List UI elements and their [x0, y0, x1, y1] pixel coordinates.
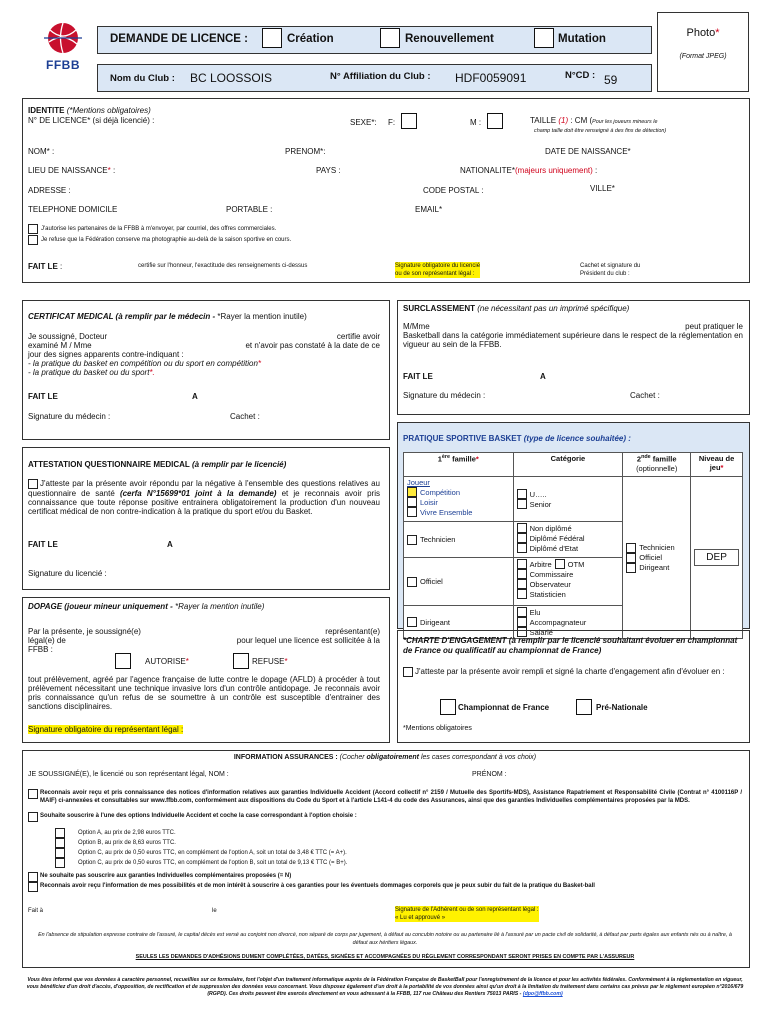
reconnais-notices-checkbox[interactable]	[28, 789, 38, 799]
sexe-label: SEXE*:	[350, 118, 377, 127]
club-label: Nom du Club :	[110, 73, 175, 84]
photo-box[interactable]	[657, 12, 749, 92]
competition-checkbox[interactable]	[407, 487, 417, 497]
reconnais-notices-text: Reconnais avoir reçu et pris connaissance des notices d'information relatives aux garanties Individuelle Accident (Accord collectif n° 2159 / Mutuelle des Sportifs-MDS), Assistance Rapatriement et Responsabilité Civile (Contrat n° 4100116P / MAIF) ci-annexées et consultables sur www.ffbb.com, conformément aux dispositions du Code du Sport et à l'article L141-4 du code des Assurances, ainsi que des garanties Individuelles complémentaires proposées par la MDS.	[40, 790, 742, 804]
autorise-checkbox[interactable]	[115, 653, 131, 669]
creation-checkbox[interactable]	[262, 28, 282, 48]
dopage-section	[22, 597, 390, 743]
consent-2-checkbox[interactable]	[28, 235, 38, 245]
accompagnateur-checkbox[interactable]	[517, 617, 527, 627]
dopage-title: DOPAGE (joueur mineur uniquement - *Rayer la mention inutile)	[28, 602, 265, 611]
ne-souhaite-pas-checkbox[interactable]	[28, 872, 38, 882]
elu-checkbox[interactable]	[517, 607, 527, 617]
header-niveau: Niveau de jeu*	[691, 453, 743, 477]
fait-a-label: Fait à	[28, 908, 44, 914]
certificat-cachet: Cachet :	[230, 412, 260, 421]
attestation-title: ATTESTATION QUESTIONNAIRE MEDICAL (à remplir par le licencié)	[28, 460, 287, 469]
joueur-cell	[404, 477, 514, 522]
assurances-title: INFORMATION ASSURANCES : (Cocher obligatoirement les cases correspondant à vos choix)	[233, 754, 537, 761]
officiel-cell	[404, 558, 514, 606]
statisticien-checkbox[interactable]	[517, 589, 527, 599]
option-b-label: Option B, au prix de 8,63 euros TTC.	[78, 839, 176, 846]
certificat-sig-medecin: Signature du médecin :	[28, 412, 111, 421]
officiel-label: Officiel	[420, 577, 443, 586]
championnat-france-checkbox[interactable]	[440, 699, 456, 715]
mutation-label: Mutation	[558, 33, 606, 45]
consent-1-checkbox[interactable]	[28, 224, 38, 234]
basketball-logo-icon	[40, 20, 86, 56]
joueur-categorie-cell	[513, 477, 623, 522]
observateur-checkbox[interactable]	[517, 579, 527, 589]
pays-label: PAYS :	[316, 166, 341, 175]
capital-deces-note: En l'absence de stipulation expresse contraire de l'assuré, le capital décès est versé au conjoint non divorcé, non séparé de corps par jugement, à défaut au concubin notoire ou au partenaire lié à l'assuré par un pacte civil de solidarité, à défaut par parts égales aux enfants nés ou à naître, à défaut aux héritiers légaux.	[38, 932, 732, 946]
licence-title: DEMANDE DE LICENCE :	[110, 33, 249, 45]
affiliation-label: N° Affiliation du Club :	[330, 71, 431, 82]
lieu-line	[28, 166, 115, 175]
pratique-title: PRATIQUE SPORTIVE BASKET (type de licence souhaitée) :	[403, 434, 631, 443]
elu-label: Elu	[529, 607, 541, 617]
header-famille: 1ère famille*	[404, 453, 514, 477]
diplome-etat-checkbox[interactable]	[517, 543, 527, 553]
consent-2	[28, 235, 291, 245]
photo-label: Photo	[686, 27, 716, 39]
nationalite-note: (majeurs uniquement)	[514, 166, 593, 175]
ddn-label: DATE DE NAISSANCE*	[545, 147, 631, 156]
certifie-text: certifie sur l'honneur, l'exactitude des renseignements ci-dessus	[138, 263, 308, 269]
le-label: le	[212, 908, 217, 914]
ville-label: VILLE*	[590, 184, 615, 193]
salarie-label: Salarié	[529, 627, 553, 637]
autorise-label: AUTORISE*	[145, 657, 189, 666]
officiel-checkbox[interactable]	[407, 577, 417, 587]
dirigeant-checkbox[interactable]	[407, 617, 417, 627]
attestation-fait-le: FAIT LE	[28, 540, 58, 549]
charte-checkbox[interactable]	[403, 667, 413, 677]
non-diplome-label: Non diplômé	[529, 523, 572, 533]
prenom-label: PRENOM*:	[285, 147, 326, 156]
sexe-f-checkbox[interactable]	[401, 113, 417, 129]
identite-note: (*Mentions obligatoires)	[66, 106, 151, 115]
second-dirigeant-checkbox[interactable]	[626, 563, 636, 573]
header-categorie: Catégorie	[513, 453, 623, 477]
refuse-checkbox[interactable]	[233, 653, 249, 669]
surclassement-title: SURCLASSEMENT (ne nécessitant pas un imprimé spécifique)	[403, 304, 630, 313]
option-b-plus-checkbox[interactable]	[55, 858, 65, 868]
identite-title: IDENTITE	[28, 106, 65, 115]
sexe-f-label: F:	[388, 118, 396, 127]
mentions-obligatoires: *Mentions obligatoires	[403, 725, 472, 732]
adherent-signature-label: Signature de l'Adhérent ou de son représentant légal : « Lu et approuvé »	[395, 907, 539, 921]
dopage-text: tout prélèvement, agréé par l'agence française de lutte contre le dopage (AFLD) à procéder à tout prélèvement nécessitant une technique invasive lors d'un contrôle antidopage. Je reconnais avoir pris connaissance qu'un refus de se soumettre à un contrôle est susceptible d'entrainer des sanctions disciplinaires.	[28, 675, 380, 711]
identite-title-line	[28, 106, 151, 115]
ncd-label: N°CD :	[565, 70, 596, 81]
u-label: U…..	[529, 489, 547, 499]
dopage-signature-label: Signature obligatoire du représentant légal :	[28, 725, 184, 734]
rgpd-footer: Vous êtes informé que vos données à caractère personnel, recueillies sur ce formulaire, font l'objet d'un traitement informatique auprès de la Fédération Française de BasketBall pour l'enregistrement de la licence et pour les activités fédérales. Conformément à la réglementation en vigueur, vous bénéficiez d'un droit d'accès, d'opposition, de rectification et de suppression des données vous concernant. Vous disposez également d'un droit à la portabilité de vos données ainsi qu'un droit à la limitation du traitement dans certains cas prévus par le règlement européen n°2016/679 (RGPD). Ces droits peuvent être exercés directement en vous adressant à la FFBB, 117 rue Château des Rentiers 75013 PARIS - (dpo@ffbb.com)	[26, 977, 744, 997]
vivre-ensemble-checkbox[interactable]	[407, 507, 417, 517]
senior-checkbox[interactable]	[517, 499, 527, 509]
tel-label: TELEPHONE DOMICILE	[28, 205, 118, 214]
identite-fait-le: FAIT LE :	[28, 262, 63, 271]
pre-nationale-checkbox[interactable]	[576, 699, 592, 715]
ffbb-logo	[40, 20, 86, 72]
reconnais-info-checkbox[interactable]	[28, 882, 38, 892]
certificat-body: Je soussigné, Docteur certifie avoir examiné M / Mme et n'avoir pas constaté à la date de ce jour des signes apparents contre-indiquant : - la pratique du basket en compétition ou du sport en compétition* - la pratique du basket ou du sport*.	[28, 332, 380, 377]
statisticien-label: Statisticien	[529, 589, 566, 599]
otm-label: OTM	[567, 559, 585, 569]
senior-label: Senior	[529, 499, 552, 509]
portable-label: PORTABLE :	[226, 205, 273, 214]
consent-1-text: J'autorise les partenaires de la FFBB à m'envoyer, par courriel, des offres commerciales.	[41, 225, 277, 232]
email-label: EMAIL*	[415, 205, 443, 214]
reconnais-info-text: Reconnais avoir reçu l'information de mes possibilités et de mon intérêt à souscrire à ces garanties pour les éventuels dommages corporels que je peux subir du fait de la pratique du Basket-ball	[40, 883, 595, 889]
second-technicien-checkbox[interactable]	[626, 543, 636, 553]
taille-note-1: Pour les joueurs mineurs le	[592, 119, 658, 125]
assurances-prenom: PRÉNOM :	[472, 771, 507, 778]
ne-souhaite-pas-text: Ne souhaite pas souscrire aux garanties Individuelles complémentaires proposées (= N)	[40, 873, 292, 879]
option-a-plus-label: Option C, au prix de 0,50 euros TTC, en complément de l'option A, soit un total de 3,48 € TTC (= A+).	[78, 849, 347, 856]
surclassement-fait-le: FAIT LE	[403, 372, 433, 381]
option-a-plus-checkbox[interactable]	[55, 848, 65, 858]
diplome-federal-label: Diplômé Fédéral	[529, 533, 585, 543]
technicien-cell	[404, 522, 514, 558]
refuse-label: REFUSE*	[252, 657, 288, 666]
dpo-email-link[interactable]: (dpo@ffbb.com)	[522, 991, 563, 997]
second-technicien-label: Technicien	[639, 543, 675, 552]
nationalite-line	[460, 166, 597, 175]
officiel-categorie-cell	[513, 558, 623, 606]
technicien-categorie-cell	[513, 522, 623, 558]
dirigeant-label: Dirigeant	[420, 617, 451, 627]
commissaire-checkbox[interactable]	[517, 569, 527, 579]
renouvellement-checkbox[interactable]	[380, 28, 400, 48]
taille-line	[530, 116, 657, 125]
technicien-label: Technicien	[420, 535, 456, 544]
taille-unit: : CM (	[570, 116, 593, 125]
mutation-checkbox[interactable]	[534, 28, 554, 48]
renouvellement-label: Renouvellement	[405, 33, 494, 45]
lieu-colon: :	[112, 166, 116, 175]
consent-2-text: Je refuse que la Fédération conserve ma photographie au-delà de la saison sportive en cours.	[41, 236, 292, 243]
observateur-label: Observateur	[529, 579, 571, 589]
creation-label: Création	[287, 33, 334, 45]
sexe-m-checkbox[interactable]	[487, 113, 503, 129]
accompagnateur-label: Accompagnateur	[529, 617, 587, 627]
taille-note-2: champ taille doit être renseigné à des fins de détection)	[534, 128, 667, 134]
second-officiel-checkbox[interactable]	[626, 553, 636, 563]
president-cachet-label: Cachet et signature du Président du club :	[580, 263, 641, 277]
competition-label: Compétition	[420, 487, 461, 497]
nationalite-colon: :	[595, 166, 598, 175]
identite-section	[22, 98, 750, 283]
vivre-ensemble-label: Vivre Ensemble	[420, 507, 473, 517]
affiliation-value[interactable]: HDF0059091	[455, 71, 527, 85]
certificat-title: CERTIFICAT MEDICAL (à remplir par le médecin - *Rayer la mention inutile)	[28, 312, 307, 321]
championnat-france-label: Championnat de France	[458, 703, 550, 712]
licence-number-label: N° DE LICENCE* (si déjà licencié) :	[28, 116, 155, 125]
souhaite-option-checkbox[interactable]	[28, 812, 38, 822]
second-dirigeant-label: Dirigeant	[639, 563, 670, 572]
second-officiel-label: Officiel	[639, 553, 663, 562]
arbitre-label: Arbitre	[529, 559, 552, 569]
sexe-m-label: M :	[470, 118, 482, 127]
niveau-cell	[691, 477, 743, 639]
souhaite-option-text: Souhaite souscrire à l'une des options Individuelle Accident et coche la case correspondant à l'option choisie :	[40, 813, 357, 819]
attestation-sig: Signature du licencié :	[28, 569, 107, 578]
non-diplome-checkbox[interactable]	[517, 523, 527, 533]
nationalite-label: NATIONALITE*	[460, 166, 515, 175]
option-b-checkbox[interactable]	[55, 838, 65, 848]
surclassement-body: M/Mme peut pratiquer le Basketball dans la catégorie immédiatement supérieure dans le respect de la réglementation en vigueur au sein de la FFBB.	[403, 322, 743, 349]
charte-text: J'atteste par la présente avoir rempli et signé la charte d'engagement afin d'évoluer en :	[403, 667, 743, 677]
seules-demandes-note: SEULES LES DEMANDES D'ADHÉSIONS DUMENT COMPLÉTÉES, DATÉES, SIGNÉES ET ACCOMPAGNÉES DU RÈGLEMENT CORRESPONDANT SERONT PRISES EN COMPTE PAR L'ASSUREUR	[135, 954, 635, 960]
option-b-plus-label: Option C, au prix de 0,50 euros TTC, en complément de l'option B, soit un total de 9,13 € TTC (= B+).	[78, 859, 348, 866]
option-a-checkbox[interactable]	[55, 828, 65, 838]
dopage-body: Par la présente, je soussigné(e) représentant(e) légal(e) de pour lequel une licence est sollicitée à la FFBB :	[28, 627, 380, 654]
pre-nationale-label: Pré-Nationale	[596, 703, 648, 712]
arbitre-checkbox[interactable]	[517, 559, 527, 569]
pratique-table	[403, 452, 743, 639]
option-a-label: Option A, au prix de 2,98 euros TTC.	[78, 829, 176, 836]
nom-label: NOM* :	[28, 147, 55, 156]
header-second-famille: 2nde famille (optionnelle)	[623, 453, 691, 477]
surclassement-a: A	[540, 372, 546, 381]
attestation-a: A	[167, 540, 173, 549]
certificat-fait-le: FAIT LE	[28, 392, 58, 401]
photo-format: (Format JPEG)	[679, 53, 727, 60]
lieu-star: *	[107, 166, 111, 175]
diplome-federal-checkbox[interactable]	[517, 533, 527, 543]
niveau-value[interactable]: DEP	[694, 549, 739, 566]
surclassement-cachet: Cachet :	[630, 391, 660, 400]
option-list	[55, 828, 347, 868]
lieu-label: LIEU DE NAISSANCE	[28, 166, 108, 175]
loisir-label: Loisir	[420, 497, 438, 507]
licencie-signature-label: Signature obligatoire du licencié ou de son représentant légal :	[395, 263, 481, 277]
commissaire-label: Commissaire	[529, 569, 574, 579]
logo-text: FFBB	[46, 58, 80, 72]
certificat-a: A	[192, 392, 198, 401]
charte-title: *CHARTE D'ENGAGEMENT (à remplir par le licencié souhaitant évoluer en championnat de France ou qualificatif au championnat de France)	[403, 636, 738, 655]
ncd-value[interactable]: 59	[604, 73, 618, 87]
taille-num: (1)	[558, 116, 569, 125]
cp-label: CODE POSTAL :	[423, 186, 484, 195]
otm-checkbox[interactable]	[555, 559, 565, 569]
loisir-checkbox[interactable]	[407, 497, 417, 507]
club-value[interactable]: BC LOOSSOIS	[190, 71, 273, 85]
second-famille-cell	[623, 477, 691, 639]
u-checkbox[interactable]	[517, 489, 527, 499]
taille-label: TAILLE	[530, 116, 557, 125]
adresse-label: ADRESSE :	[28, 186, 71, 195]
attestation-checkbox[interactable]	[28, 479, 38, 489]
assurances-je: JE SOUSSIGNÉ(E), le licencié ou son représentant légal, NOM :	[28, 771, 229, 778]
consent-1	[28, 224, 276, 234]
photo-star: *	[715, 27, 720, 39]
surclassement-sig-medecin: Signature du médecin :	[403, 391, 486, 400]
joueur-label: Joueur	[407, 478, 430, 487]
diplome-etat-label: Diplômé d'Etat	[529, 543, 579, 553]
technicien-checkbox[interactable]	[407, 535, 417, 545]
attestation-body: J'atteste par la présente avoir répondu par la négative à l'ensemble des questions relatives au questionnaire de santé (cerfa N°15699*01 joint à la demande) et je reconnais avoir pris connaissance que toute réponse positive entrainera obligatoirement la production d'un nouveau certificat médical de non contre-indication à la pratique du sport et/ou du Basket.	[28, 479, 380, 516]
